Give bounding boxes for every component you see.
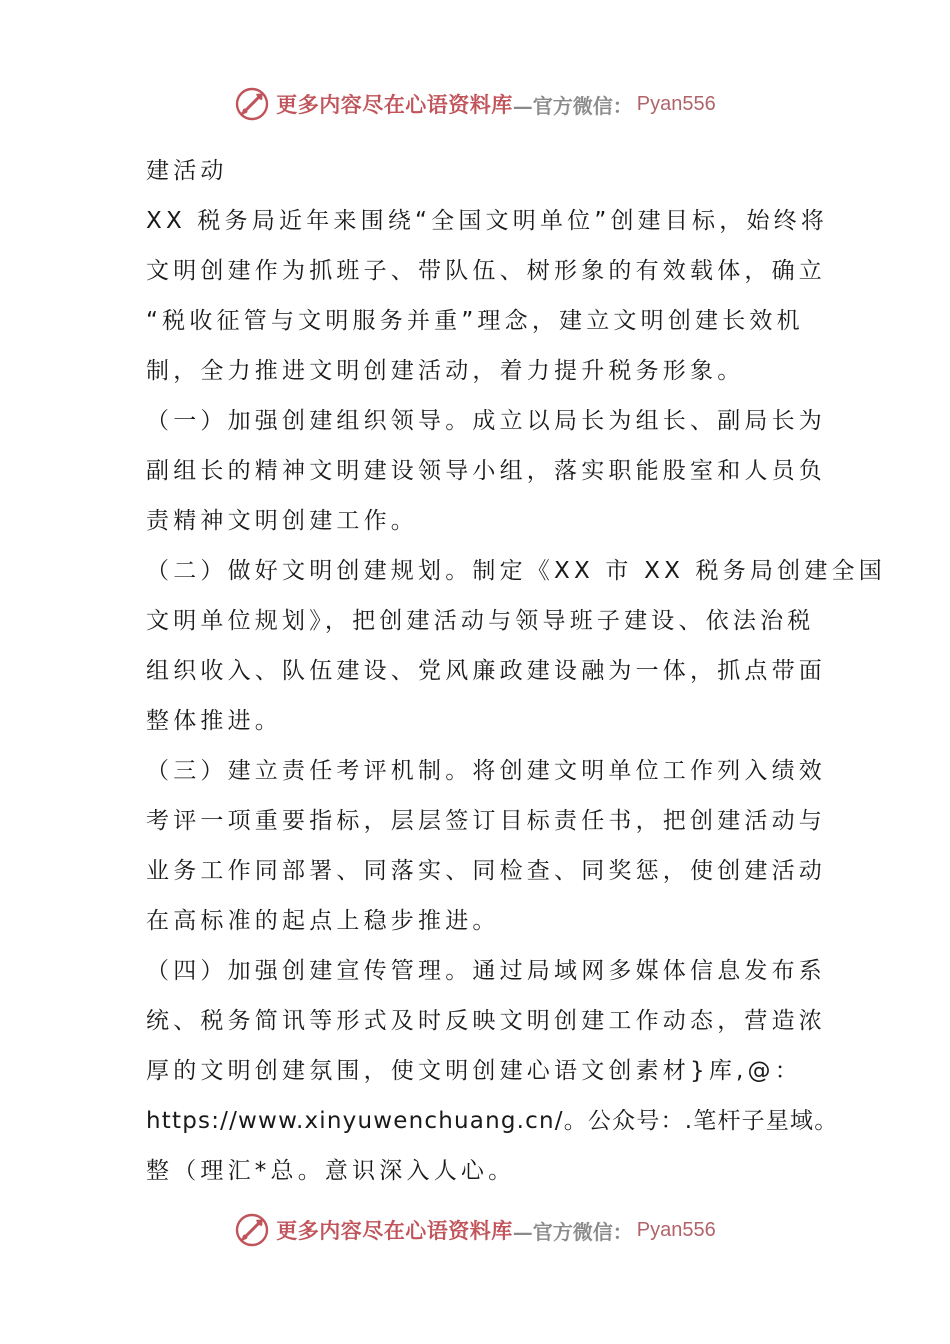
document-body bbox=[146, 146, 886, 1196]
banner-contact-label: —官方微信： bbox=[512, 93, 633, 118]
banner-wechat-id: Pyan556 bbox=[636, 1218, 716, 1241]
banner-wechat-id: Pyan556 bbox=[636, 92, 716, 115]
body-line: XX 税务局近年来围绕“全国文明单位”创建目标，始终将 bbox=[146, 208, 829, 234]
quill-logo-icon bbox=[234, 1212, 270, 1248]
body-line: 副组长的精神文明建设领导小组，落实职能股室和人员负 bbox=[146, 458, 826, 484]
body-line: 建活动 bbox=[146, 158, 228, 184]
body-line: “税收征管与文明服务并重”理念，建立文明创建长效机 bbox=[146, 308, 804, 334]
body-line: 整体推进。 bbox=[146, 708, 282, 734]
body-line: 制，全力推进文明创建活动，着力提升税务形象。 bbox=[146, 358, 745, 384]
body-line-url: https://www.xinyuwenchuang.cn/。公众号：.笔杆子星域。 bbox=[146, 1108, 839, 1134]
body-line: 业务工作同部署、同落实、同检查、同奖惩，使创建活动 bbox=[146, 858, 826, 884]
body-line: 厚的文明创建氛围，使文明创建心语文创素材}库,@： bbox=[146, 1058, 802, 1084]
body-line: （三）建立责任考评机制。将创建文明单位工作列入绩效 bbox=[146, 758, 826, 784]
body-line: 文明创建作为抓班子、带队伍、树形象的有效载体，确立 bbox=[146, 258, 826, 284]
body-line: 整（理汇*总。意识深入人心。 bbox=[146, 1158, 516, 1184]
banner-site-name: 更多内容尽在心语资料库 bbox=[276, 1218, 513, 1243]
body-line: 在高标准的起点上稳步推进。 bbox=[146, 908, 500, 934]
banner-contact-label: —官方微信： bbox=[512, 1219, 633, 1244]
body-line: （四）加强创建宣传管理。通过局域网多媒体信息发布系 bbox=[146, 958, 826, 984]
body-line: 文明单位规划》，把创建活动与领导班子建设、依法治税 bbox=[146, 608, 815, 634]
body-line: 考评一项重要指标，层层签订目标责任书，把创建活动与 bbox=[146, 808, 826, 834]
body-line: （二）做好文明创建规划。制定《XX 市 XX 税务局创建全国 bbox=[146, 558, 886, 584]
body-line: 统、税务简讯等形式及时反映文明创建工作动态，营造浓 bbox=[146, 1008, 826, 1034]
quill-logo-icon bbox=[234, 86, 270, 122]
body-line: 组织收入、队伍建设、党风廉政建设融为一体，抓点带面 bbox=[146, 658, 826, 684]
body-line: 责精神文明创建工作。 bbox=[146, 508, 418, 534]
footer-watermark-banner bbox=[0, 1210, 950, 1250]
banner-site-name: 更多内容尽在心语资料库 bbox=[276, 92, 513, 117]
body-line: （一）加强创建组织领导。成立以局长为组长、副局长为 bbox=[146, 408, 826, 434]
header-watermark-banner bbox=[0, 84, 950, 124]
